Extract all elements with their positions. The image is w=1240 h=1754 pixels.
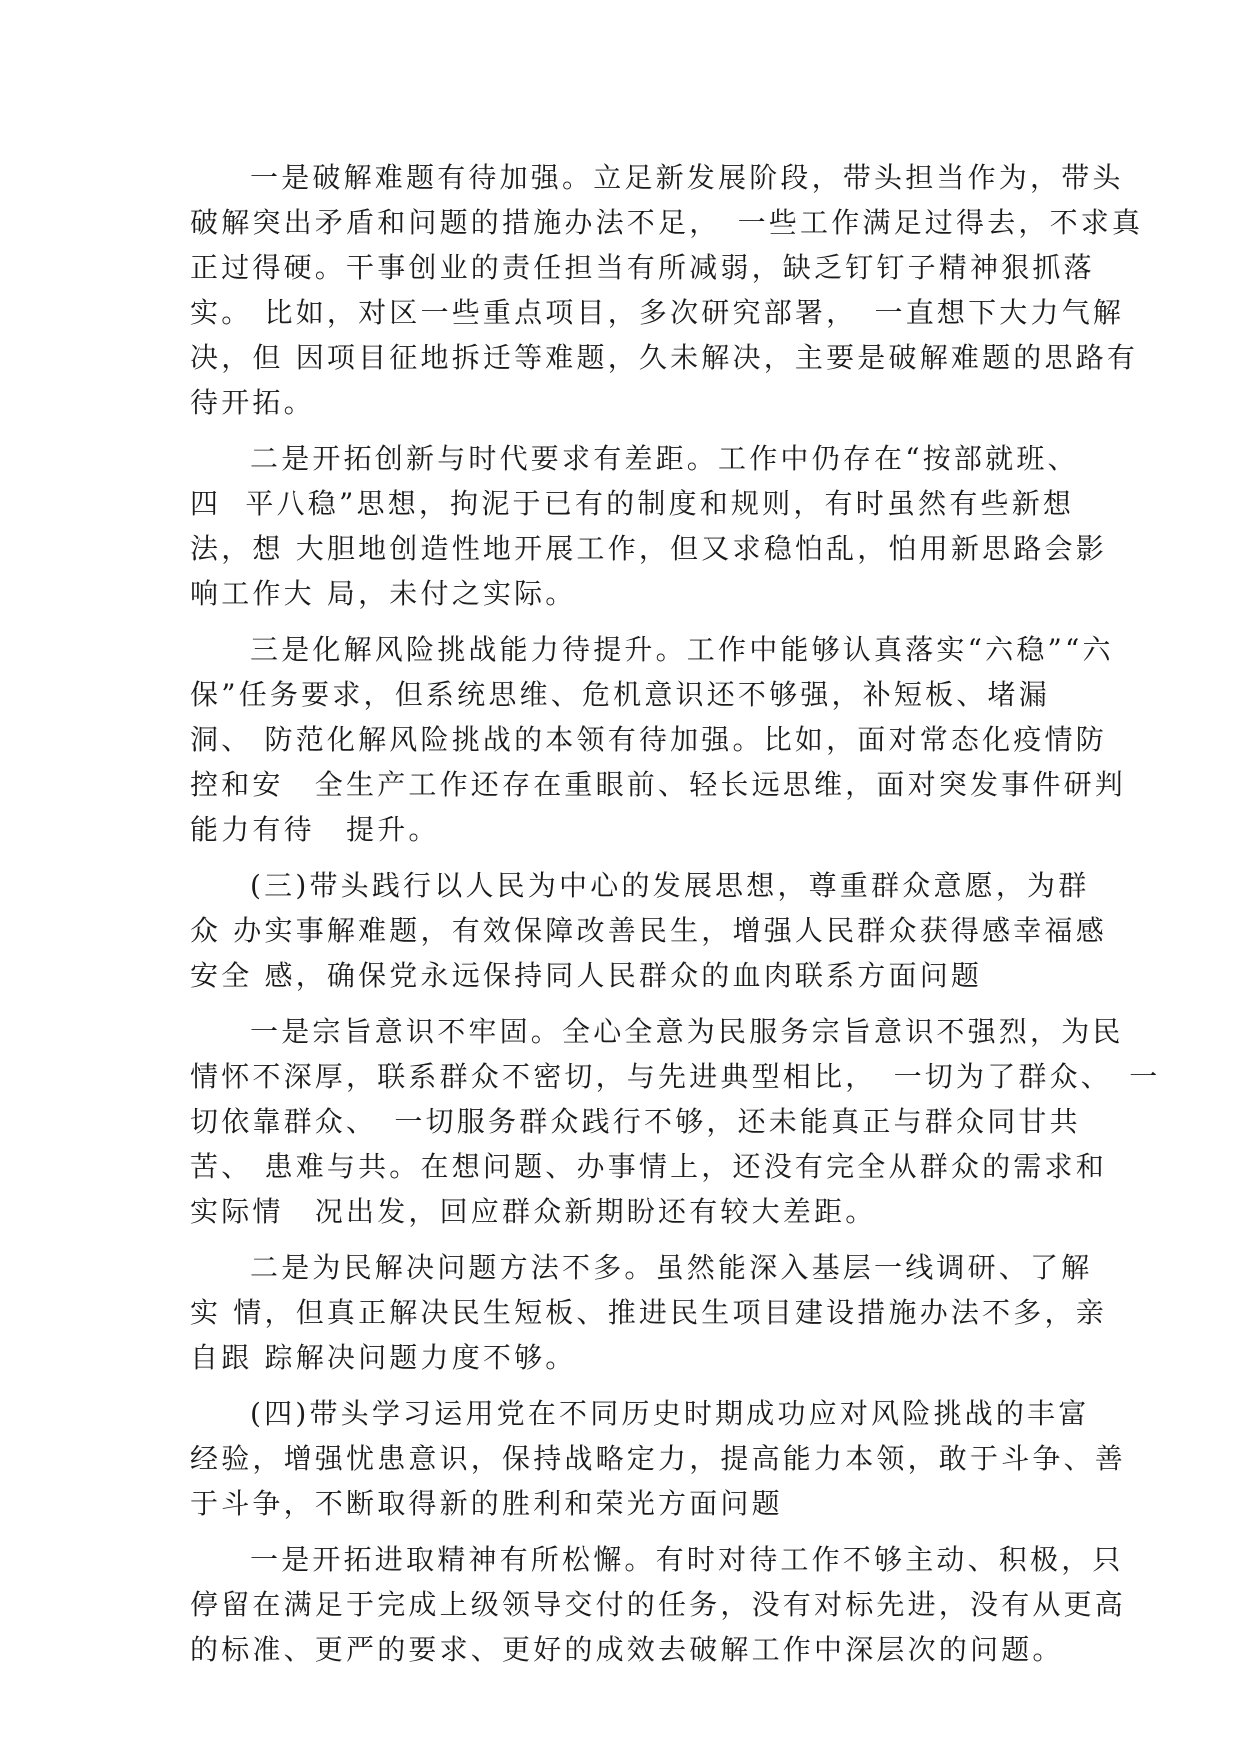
paragraph-3 <box>190 627 1127 852</box>
text-line: 众 办实事解难题，有效保障改善民生，增强人民群众获得感幸福感 <box>190 914 1107 947</box>
text-line: 能力有待 提升。 <box>190 813 440 846</box>
section-heading-4 <box>190 1391 1127 1526</box>
text-line: 切依靠群众、 一切服务群众践行不够，还未能真正与群众同甘共 <box>190 1105 1081 1138</box>
text-line: 法，想 大胆地创造性地开展工作，但又求稳怕乱，怕用新思路会影 <box>190 532 1107 565</box>
text-line: 实。 比如，对区一些重点项目，多次研究部署， 一直想下大力气解 <box>190 296 1125 329</box>
text-line: 停留在满足于完成上级领导交付的任务，没有对标先进，没有从更高 <box>190 1588 1127 1621</box>
text-line: 响工作大 局，未付之实际。 <box>190 577 577 610</box>
text-line: 控和安 全生产工作还存在重眼前、轻长远思维，面对突发事件研判 <box>190 768 1127 801</box>
text-line: 破解突出矛盾和问题的措施办法不足， 一些工作满足过得去，不求真 <box>190 206 1144 239</box>
text-line: 情怀不深厚，联系群众不密切，与先进典型相比， 一切为了群众、 一 <box>190 1060 1161 1093</box>
text-line: (四)带头学习运用党在不同历史时期成功应对风险挑战的丰富 <box>250 1397 1090 1430</box>
paragraph-2 <box>190 436 1107 616</box>
text-line: (三)带头践行以人民为中心的发展思想，尊重群众意愿，为群 <box>250 869 1090 902</box>
text-line: 保”任务要求，但系统思维、危机意识还不够强，补短板、堵漏 <box>190 678 1050 711</box>
section-heading-3 <box>190 863 1107 998</box>
paragraph-5 <box>190 1245 1107 1380</box>
text-line: 的标准、更严的要求、更好的成效去破解工作中深层次的问题。 <box>190 1633 1064 1666</box>
text-line: 一是开拓进取精神有所松懈。有时对待工作不够主动、积极，只 <box>250 1543 1124 1576</box>
text-line: 洞、 防范化解风险挑战的本领有待加强。比如，面对常态化疫情防 <box>190 723 1107 756</box>
text-line: 实际情 况出发，回应群众新期盼还有较大差距。 <box>190 1195 877 1228</box>
text-line: 安全 感，确保党永远保持同人民群众的血肉联系方面问题 <box>190 959 983 992</box>
text-line: 二是为民解决问题方法不多。虽然能深入基层一线调研、了解 <box>250 1251 1093 1284</box>
document-body <box>190 155 1161 1683</box>
paragraph-6 <box>190 1537 1127 1672</box>
text-line: 待开拓。 <box>190 386 315 419</box>
text-line: 一是宗旨意识不牢固。全心全意为民服务宗旨意识不强烈，为民 <box>250 1015 1124 1048</box>
text-line: 一是破解难题有待加强。立足新发展阶段，带头担当作为，带头 <box>250 161 1124 194</box>
text-line: 三是化解风险挑战能力待提升。工作中能够认真落实“六稳”“六 <box>250 633 1114 666</box>
paragraph-4 <box>190 1009 1161 1234</box>
text-line: 经验，增强忧患意识，保持战略定力，提高能力本领，敢于斗争、善 <box>190 1442 1127 1475</box>
text-line: 决，但 因项目征地拆迁等难题，久未解决，主要是破解难题的思路有 <box>190 341 1139 374</box>
text-line: 苦、 患难与共。在想问题、办事情上，还没有完全从群众的需求和 <box>190 1150 1107 1183</box>
paragraph-1 <box>190 155 1144 425</box>
text-line: 二是开拓创新与时代要求有差距。工作中仍存在“按部就班、 <box>250 442 1079 475</box>
text-line: 于斗争，不断取得新的胜利和荣光方面问题 <box>190 1487 783 1520</box>
text-line: 自跟 踪解决问题力度不够。 <box>190 1341 577 1374</box>
text-line: 四 平八稳”思想，拘泥于已有的制度和规则，有时虽然有些新想 <box>190 487 1075 520</box>
text-line: 正过得硬。干事创业的责任担当有所减弱，缺乏钉钉子精神狠抓落 <box>190 251 1095 284</box>
text-line: 实 情，但真正解决民生短板、推进民生项目建设措施办法不多，亲 <box>190 1296 1107 1329</box>
